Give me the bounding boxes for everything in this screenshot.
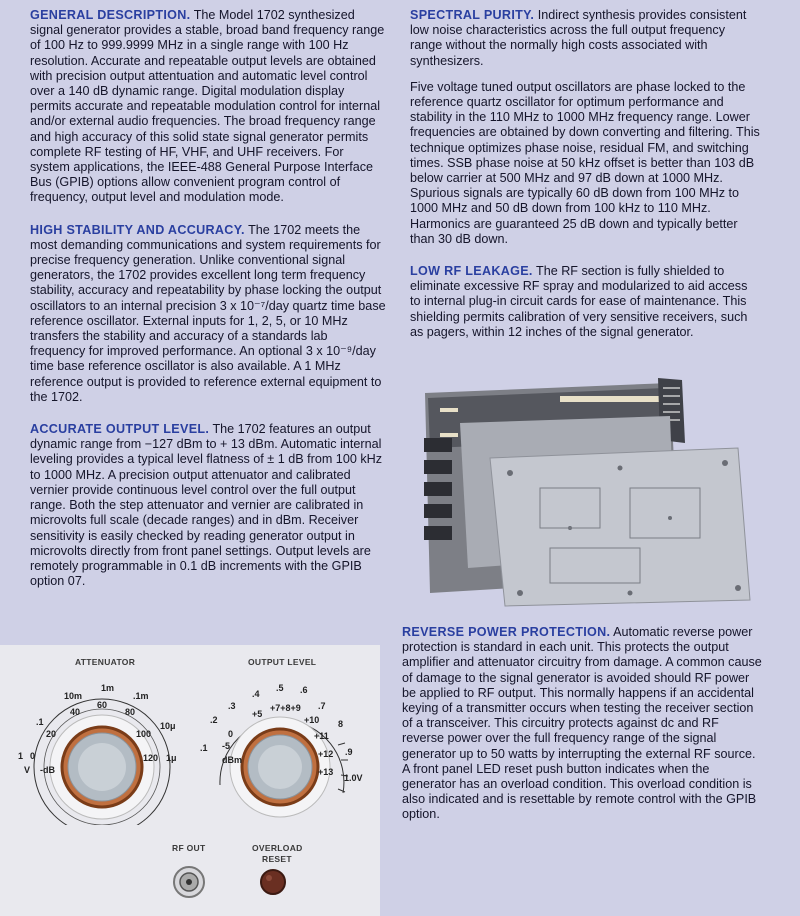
att-scale-10u: 10μ [160, 721, 176, 731]
right-column [410, 8, 760, 357]
output-level-label: OUTPUT LEVEL [248, 657, 317, 667]
output-level-body: The 1702 features an output dynamic range from −127 dBm to + 13 dBm. Automatic internal leveling provides a typical level flatness of ± 1 dB from 100 kHz to 1000 MHz. A precision output attenuator and calibrated vernier provide continuous level control over the full output range. Both the step attenuator and vernier are calibrated in microvolts full scale (decade ranges) and in dBm. Receiver sensitivity is easily checked by reading generator output in microvolts directly from front panel settings. Output levels are remotely programmable in 0.1 dB increments with the GPIB option 07. [30, 422, 383, 589]
out-inner-p10: +10 [304, 715, 320, 725]
spectral-purity-heading: SPECTRAL PURITY. [410, 8, 535, 22]
rf-out-connector[interactable] [172, 865, 206, 899]
out-scale-pt5: .5 [276, 683, 284, 693]
front-panel [0, 645, 380, 916]
output-level-section [30, 422, 386, 589]
att-scale-1u: 1μ [166, 753, 177, 763]
spectral-purity-section [410, 8, 760, 247]
overload-label: OVERLOAD [252, 843, 303, 853]
reset-label: RESET [262, 854, 292, 864]
out-scale-pt3: .3 [228, 701, 236, 711]
low-leakage-heading: LOW RF LEAKAGE. [410, 264, 533, 279]
out-scale-pt1: .1 [200, 743, 208, 753]
attenuator-dial[interactable] [20, 675, 185, 825]
stability-body: The 1702 meets the most demanding communications and system requirements for precise frequency generation. Unlike conventional signal generators, the 1702 provides excellent long term frequency stability, accuracy and repeatability by phase locking the output oscillators to an internal precision 3 x 10⁻⁷/day quartz time base reference oscillator. External inputs for 1, 2, 5, or 10 MHz transfers the stability and accuracy of a standards lab frequency for improved performance. An optional 3 x 10⁻⁹/day time base reference oscillator is also available. A 1 MHz reference output is provided to reference external equipment to the 1702. [30, 222, 386, 404]
left-column [30, 8, 386, 606]
out-inner-p5: +5 [252, 709, 263, 719]
out-inner-p789: +7+8+9 [270, 703, 301, 713]
out-scale-8: 8 [338, 719, 344, 729]
general-description-heading: GENERAL DESCRIPTION. [30, 8, 191, 22]
low-leakage-section [410, 264, 760, 340]
stability-section [30, 223, 386, 405]
attenuator-label: ATTENUATOR [75, 657, 136, 667]
output-level-heading: ACCURATE OUTPUT LEVEL. [30, 422, 210, 437]
spectral-purity-body: Indirect synthesis provides consistent low noise characteristics across the full output frequency range without the normally high costs associated with synthesizers. [410, 8, 747, 68]
att-inner-60: 60 [97, 700, 108, 710]
out-inner-m5: -5 [222, 741, 231, 751]
out-scale-pt7: .7 [318, 701, 326, 711]
out-scale-pt2: .2 [210, 715, 218, 725]
out-inner-p11: +11 [314, 731, 329, 741]
out-scale-pt6: .6 [300, 685, 308, 695]
att-scale-1: 1 [18, 751, 24, 761]
reverse-power-body: Automatic reverse power protection is standard in each unit. This protects the output amplifier and attenuator circuitry from damage. A common cause of damage to the signal generator is avoided should RF power be applied to RF output. This normally happens if an accidental keying of a transmitter occurs when testing the receiver section of a transceiver. This circuitry protects against dc and RF reverse power over the full frequency range of the signal generator up to 50 watts by interrupting the external RF source. A front panel LED reset push button indicates when the generator has an overload condition. This overload condition is also indicated and is resettable by remote control with the GPIB option. [402, 625, 762, 822]
att-inner-40: 40 [70, 707, 81, 717]
out-scale-pt9: .9 [345, 747, 353, 757]
att-small-db: -dB [40, 765, 55, 775]
out-small-dbm: dBm [222, 755, 242, 765]
att-inner-100: 100 [136, 729, 152, 739]
att-inner-120: 120 [143, 753, 159, 763]
att-scale-pt1m: .1m [133, 691, 149, 701]
out-inner-p12: +12 [318, 749, 334, 759]
reverse-power-section [402, 625, 762, 823]
overload-reset-button[interactable] [258, 867, 288, 897]
general-description-body: The Model 1702 synthesized signal generator provides a stable, broad band frequency range of 100 Hz to 999.9999 MHz in a single range with 100 Hz resolution. Accurate and repeatable output levels are obtained with precision output attentuation and automatic level control over a 140 dB dynamic range. Digital modulation display permits accurate and repeatable modulation control for internal and/or external audio frequencies. The broad frequency range and high accuracy of this solid state signal generator permits complete RF testing of HF, VHF, and UHF receivers. For system applications, the IEEE-488 General Purpose Interface Bus (GPIB) options allow convenient program control of frequency, output level and modulation mode. [30, 8, 385, 205]
att-inner-20: 20 [46, 729, 57, 739]
rf-out-label: RF OUT [172, 843, 206, 853]
att-scale-1m: 1m [101, 683, 115, 693]
att-small-pt1: .1 [36, 717, 44, 727]
rf-section-photo [420, 378, 755, 608]
general-description-section [30, 8, 386, 206]
spectral-purity-body-2: Five voltage tuned output oscillators are phase locked to the reference quartz oscillator for optimum performance and stability in the 110 MHz to 1000 MHz frequency range. Lower frequencies are obtained by down converting and filtering. This technique optimizes phase noise, residual FM, and switching times. SSB phase noise at 50 kHz offset is better than 103 dB below carrier at 500 MHz and 97 dB down at 1000 MHz. Spurious signals are typically 60 dB down from 100 MHz to 1000 MHz and 50 dB down from 100 kHz to 110 MHz. Harmonics are guaranteed 25 dB down and typically better than 30 dB down. [410, 79, 760, 246]
stability-heading: HIGH STABILITY AND ACCURACY. [30, 222, 245, 237]
att-small-v: V [24, 765, 31, 775]
out-inner-0: 0 [228, 729, 234, 739]
out-inner-p13: +13 [318, 767, 334, 777]
out-scale-pt4: .4 [252, 689, 260, 699]
reverse-power-heading: REVERSE POWER PROTECTION. [402, 625, 611, 639]
low-leakage-body: The RF section is fully shielded to eliminate excessive RF spray and modularized to aid access to internal plug-in circuit cards for ease of maintenance. This shielding permits calibration of very sensitive receivers, such as pagers, within 12 inches of the signal generator. [410, 264, 748, 339]
att-scale-10m: 10m [64, 691, 83, 701]
out-scale-1v: 1.0V [344, 773, 363, 783]
att-inner-0: 0 [30, 751, 36, 761]
att-inner-80: 80 [125, 707, 136, 717]
